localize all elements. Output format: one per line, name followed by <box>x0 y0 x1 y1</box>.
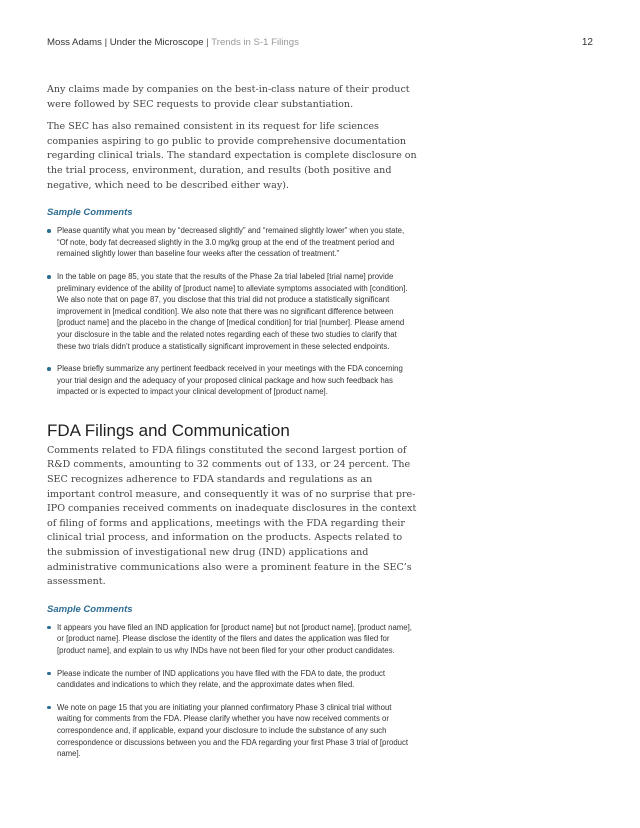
list-item: We note on page 15 that you are initiating your planned confirmatory Phase 3 clinical trial without waiting for comments from the FDA. Please clarify whether you have now received comments or correspondence and, if applicable, expand your disclosure to include the substance of any such correspondence or discussions between you and the FDA regarding your first Phase 3 trial of [product name]. <box>47 702 417 760</box>
list-item: In the table on page 85, you state that the results of the Phase 2a trial labeled [trial name] provide preliminary evidence of the ability of [product name] to alleviate symptoms associated with [condition]. We also note that on page 87, you disclose that this trial did not produce a statistically significant improvement in [medical condition]. We also note that there was no significant difference between [product name] and the placebo in the change of [medical condition] for trial [number]. Please amend your disclosure in the table and the related notes regarding each of these two studies to clarify that these two trials didn’t produce a statistically significant improvement in these selected endpoints. <box>47 271 417 352</box>
fda-paragraph: Comments related to FDA filings constituted the second largest portion of R&D comments, amounting to 32 comments out of 133, or 24 percent. The SEC recognizes adherence to FDA standards and regulations as an important control measure, and consequently it was of no surprise that pre-IPO companies received comments on inadequate disclosures in the context of filing of forms and applications, meetings with the FDA regarding their clinical trial process, and information on the products. Aspects related to the submission of investigational new drug (IND) applications and administrative communications also were a prominent feature in the SEC’s assessment. <box>47 444 417 588</box>
page-number: 12 <box>581 37 593 48</box>
sample-comments-list <box>47 622 417 760</box>
intro-paragraph-1: Any claims made by companies on the best-in-class nature of their product were followed by SEC requests to provide clear substantiation. <box>47 84 410 110</box>
sample-comments-heading: Sample Comments <box>47 207 133 219</box>
sample-comments-list <box>47 225 417 398</box>
page-header <box>47 36 593 50</box>
list-item: Please quantify what you mean by “decreased slightly” and “remained slightly lower” when you state, “Of note, body fat decreased slightly in the 3.0 mg/kg group at the end of the treatment period and remained slightly lower than baseline four weeks after the cessation of treatment.” <box>47 225 417 260</box>
list-item: It appears you have filed an IND application for [product name] but not [product name], [product name], or [product name]. Please disclose the identity of the filers and dates the application was filed for [product name], and explain to us why INDs have not been filed for your other product candidates. <box>47 622 417 657</box>
list-item: Please indicate the number of IND applications you have filed with the FDA to date, the product candidates and indications to which they relate, and the approximate dates when filed. <box>47 668 417 691</box>
header-separator: | <box>203 37 212 48</box>
section-title: FDA Filings and Communication <box>47 420 290 440</box>
intro-paragraph-2: The SEC has also remained consistent in its request for life sciences companies aspiring to go public to provide comprehensive documentation regarding clinical trials. The standard expectation is complete disclosure on the trial process, environment, duration, and results (both positive and negative, which need to be described either way). <box>47 121 417 191</box>
header-brand: Moss Adams | Under the Microscope <box>47 37 204 48</box>
sample-comments-heading: Sample Comments <box>47 603 133 615</box>
list-item: Please briefly summarize any pertinent feedback received in your meetings with the FDA concerning your trial design and the adequacy of your proposed clinical package and how such feedback has impacted or is expected to impact your clinical development of [product name]. <box>47 363 417 398</box>
header-document-title: Trends in S-1 Filings <box>211 37 299 48</box>
main-content <box>47 83 417 771</box>
